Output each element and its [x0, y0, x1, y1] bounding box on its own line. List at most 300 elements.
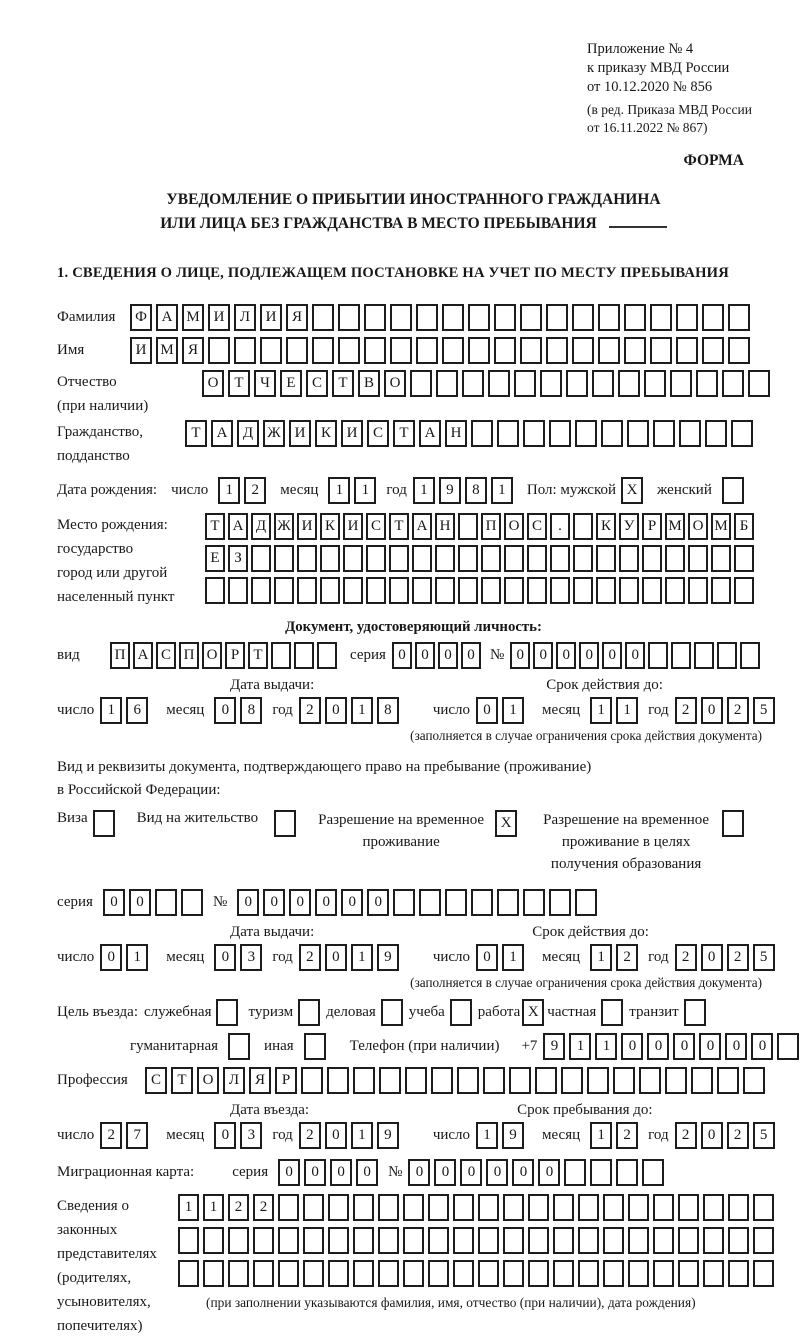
char-box[interactable]: 2: [616, 944, 638, 971]
char-box[interactable]: [393, 889, 415, 916]
permit-issue-year[interactable]: [299, 944, 403, 971]
edu-permit-checkbox[interactable]: [722, 810, 744, 837]
char-box[interactable]: [228, 1227, 249, 1254]
char-box[interactable]: [650, 337, 672, 364]
char-box[interactable]: [286, 337, 308, 364]
char-box[interactable]: 0: [129, 889, 151, 916]
char-box[interactable]: 0: [510, 642, 530, 669]
char-box[interactable]: Р: [642, 513, 662, 540]
char-box[interactable]: 0: [701, 697, 723, 724]
char-box[interactable]: 0: [263, 889, 285, 916]
char-box[interactable]: 3: [240, 1122, 262, 1149]
char-box[interactable]: [478, 1194, 499, 1221]
char-box[interactable]: [410, 370, 432, 397]
char-box[interactable]: 0: [647, 1033, 669, 1060]
char-box[interactable]: [550, 545, 570, 572]
char-box[interactable]: 1: [616, 697, 638, 724]
char-box[interactable]: З: [228, 545, 248, 572]
char-box[interactable]: [297, 577, 317, 604]
char-box[interactable]: 1: [351, 1122, 373, 1149]
birth-year-input[interactable]: [413, 477, 517, 504]
char-box[interactable]: [598, 304, 620, 331]
char-box[interactable]: 0: [438, 642, 458, 669]
char-box[interactable]: 2: [675, 944, 697, 971]
char-box[interactable]: М: [711, 513, 731, 540]
char-box[interactable]: [639, 1067, 661, 1094]
char-box[interactable]: 1: [203, 1194, 224, 1221]
char-box[interactable]: [743, 1067, 765, 1094]
char-box[interactable]: [203, 1227, 224, 1254]
char-box[interactable]: 1: [354, 477, 376, 504]
char-box[interactable]: [278, 1194, 299, 1221]
char-box[interactable]: О: [384, 370, 406, 397]
char-box[interactable]: 1: [218, 477, 240, 504]
char-box[interactable]: [650, 304, 672, 331]
char-box[interactable]: [312, 337, 334, 364]
char-box[interactable]: 0: [673, 1033, 695, 1060]
char-box[interactable]: [642, 545, 662, 572]
char-box[interactable]: 0: [701, 1122, 723, 1149]
char-box[interactable]: И: [208, 304, 230, 331]
char-box[interactable]: [338, 304, 360, 331]
char-box[interactable]: 0: [512, 1159, 534, 1186]
char-box[interactable]: 2: [727, 1122, 749, 1149]
char-box[interactable]: 0: [461, 642, 481, 669]
char-box[interactable]: 5: [753, 1122, 775, 1149]
purpose-official-checkbox[interactable]: [216, 999, 238, 1026]
char-box[interactable]: Т: [185, 420, 207, 447]
char-box[interactable]: [458, 577, 478, 604]
char-box[interactable]: [353, 1227, 374, 1254]
char-box[interactable]: 8: [240, 697, 262, 724]
char-box[interactable]: 7: [126, 1122, 148, 1149]
legal-reps-row1-input[interactable]: [178, 1194, 778, 1221]
char-box[interactable]: 2: [727, 697, 749, 724]
char-box[interactable]: [553, 1260, 574, 1287]
char-box[interactable]: [670, 370, 692, 397]
char-box[interactable]: 0: [341, 889, 363, 916]
char-box[interactable]: [561, 1067, 583, 1094]
char-box[interactable]: [428, 1194, 449, 1221]
char-box[interactable]: [573, 513, 593, 540]
char-box[interactable]: 0: [415, 642, 435, 669]
char-box[interactable]: 0: [325, 944, 347, 971]
doc-type-input[interactable]: [110, 642, 340, 669]
char-box[interactable]: [405, 1067, 427, 1094]
char-box[interactable]: Ж: [263, 420, 285, 447]
char-box[interactable]: 0: [434, 1159, 456, 1186]
char-box[interactable]: [353, 1067, 375, 1094]
char-box[interactable]: [471, 420, 493, 447]
char-box[interactable]: [678, 1194, 699, 1221]
permit-issue-day[interactable]: [100, 944, 152, 971]
char-box[interactable]: [624, 337, 646, 364]
char-box[interactable]: [497, 889, 519, 916]
char-box[interactable]: [575, 889, 597, 916]
char-box[interactable]: [301, 1067, 323, 1094]
char-box[interactable]: Н: [435, 513, 455, 540]
char-box[interactable]: 0: [701, 944, 723, 971]
char-box[interactable]: [573, 577, 593, 604]
char-box[interactable]: 9: [377, 944, 399, 971]
char-box[interactable]: [566, 370, 588, 397]
char-box[interactable]: [253, 1227, 274, 1254]
char-box[interactable]: [628, 1260, 649, 1287]
char-box[interactable]: М: [156, 337, 178, 364]
char-box[interactable]: [205, 577, 225, 604]
char-box[interactable]: 0: [476, 944, 498, 971]
char-box[interactable]: [294, 642, 314, 669]
char-box[interactable]: [494, 304, 516, 331]
char-box[interactable]: 0: [579, 642, 599, 669]
char-box[interactable]: 2: [727, 944, 749, 971]
char-box[interactable]: [753, 1227, 774, 1254]
char-box[interactable]: [253, 1260, 274, 1287]
char-box[interactable]: [260, 337, 282, 364]
char-box[interactable]: [178, 1260, 199, 1287]
char-box[interactable]: [691, 1067, 713, 1094]
char-box[interactable]: И: [130, 337, 152, 364]
char-box[interactable]: Р: [275, 1067, 297, 1094]
char-box[interactable]: [717, 1067, 739, 1094]
surname-input[interactable]: [130, 304, 754, 331]
char-box[interactable]: [603, 1260, 624, 1287]
char-box[interactable]: [320, 577, 340, 604]
char-box[interactable]: С: [156, 642, 176, 669]
char-box[interactable]: [550, 577, 570, 604]
char-box[interactable]: [317, 642, 337, 669]
char-box[interactable]: 1: [595, 1033, 617, 1060]
char-box[interactable]: [728, 337, 750, 364]
char-box[interactable]: [488, 370, 510, 397]
permit-number-input[interactable]: [237, 889, 601, 916]
char-box[interactable]: [546, 337, 568, 364]
char-box[interactable]: [457, 1067, 479, 1094]
char-box[interactable]: [678, 1260, 699, 1287]
char-box[interactable]: 0: [304, 1159, 326, 1186]
char-box[interactable]: К: [320, 513, 340, 540]
char-box[interactable]: 0: [533, 642, 553, 669]
char-box[interactable]: О: [202, 370, 224, 397]
char-box[interactable]: 1: [351, 697, 373, 724]
char-box[interactable]: [503, 1194, 524, 1221]
char-box[interactable]: [642, 1159, 664, 1186]
char-box[interactable]: П: [179, 642, 199, 669]
char-box[interactable]: [155, 889, 177, 916]
char-box[interactable]: [390, 337, 412, 364]
char-box[interactable]: А: [156, 304, 178, 331]
char-box[interactable]: 1: [100, 697, 122, 724]
char-box[interactable]: [535, 1067, 557, 1094]
char-box[interactable]: 2: [616, 1122, 638, 1149]
char-box[interactable]: 1: [590, 944, 612, 971]
char-box[interactable]: [676, 304, 698, 331]
char-box[interactable]: [412, 577, 432, 604]
char-box[interactable]: 0: [356, 1159, 378, 1186]
char-box[interactable]: 1: [351, 944, 373, 971]
char-box[interactable]: И: [343, 513, 363, 540]
permit-issue-month[interactable]: [214, 944, 266, 971]
char-box[interactable]: Т: [228, 370, 250, 397]
char-box[interactable]: [228, 1260, 249, 1287]
char-box[interactable]: [653, 1260, 674, 1287]
purpose-other-checkbox[interactable]: [304, 1033, 326, 1060]
char-box[interactable]: [366, 545, 386, 572]
residence-permit-checkbox[interactable]: [274, 810, 296, 837]
char-box[interactable]: [644, 370, 666, 397]
char-box[interactable]: [619, 577, 639, 604]
char-box[interactable]: [478, 1227, 499, 1254]
char-box[interactable]: [734, 545, 754, 572]
char-box[interactable]: [653, 1227, 674, 1254]
char-box[interactable]: [271, 642, 291, 669]
char-box[interactable]: 1: [328, 477, 350, 504]
char-box[interactable]: [628, 1194, 649, 1221]
char-box[interactable]: М: [182, 304, 204, 331]
char-box[interactable]: [575, 420, 597, 447]
char-box[interactable]: [390, 304, 412, 331]
doc-valid-month[interactable]: [590, 697, 642, 724]
char-box[interactable]: 6: [126, 697, 148, 724]
char-box[interactable]: 0: [476, 697, 498, 724]
doc-series-input[interactable]: [392, 642, 484, 669]
char-box[interactable]: 1: [590, 697, 612, 724]
char-box[interactable]: [403, 1260, 424, 1287]
char-box[interactable]: [728, 1260, 749, 1287]
char-box[interactable]: 1: [502, 944, 524, 971]
char-box[interactable]: 0: [325, 1122, 347, 1149]
char-box[interactable]: [590, 1159, 612, 1186]
char-box[interactable]: Ч: [254, 370, 276, 397]
char-box[interactable]: [619, 545, 639, 572]
char-box[interactable]: С: [527, 513, 547, 540]
char-box[interactable]: 2: [675, 697, 697, 724]
char-box[interactable]: [366, 577, 386, 604]
char-box[interactable]: [504, 577, 524, 604]
purpose-work-checkbox[interactable]: X: [522, 999, 544, 1026]
char-box[interactable]: [303, 1227, 324, 1254]
permit-valid-month[interactable]: [590, 944, 642, 971]
char-box[interactable]: О: [504, 513, 524, 540]
char-box[interactable]: 5: [753, 944, 775, 971]
char-box[interactable]: 1: [590, 1122, 612, 1149]
char-box[interactable]: [435, 577, 455, 604]
char-box[interactable]: [343, 545, 363, 572]
char-box[interactable]: Н: [445, 420, 467, 447]
char-box[interactable]: [497, 420, 519, 447]
char-box[interactable]: Д: [251, 513, 271, 540]
char-box[interactable]: [678, 1227, 699, 1254]
char-box[interactable]: 5: [753, 697, 775, 724]
char-box[interactable]: Т: [171, 1067, 193, 1094]
char-box[interactable]: А: [419, 420, 441, 447]
char-box[interactable]: [471, 889, 493, 916]
birthplace-row1-input[interactable]: [205, 513, 757, 540]
doc-valid-year[interactable]: [675, 697, 779, 724]
char-box[interactable]: [703, 1227, 724, 1254]
char-box[interactable]: [702, 304, 724, 331]
char-box[interactable]: [578, 1227, 599, 1254]
char-box[interactable]: [453, 1227, 474, 1254]
char-box[interactable]: [419, 889, 441, 916]
char-box[interactable]: В: [358, 370, 380, 397]
char-box[interactable]: Д: [237, 420, 259, 447]
char-box[interactable]: О: [688, 513, 708, 540]
char-box[interactable]: П: [110, 642, 130, 669]
char-box[interactable]: [722, 370, 744, 397]
char-box[interactable]: П: [481, 513, 501, 540]
char-box[interactable]: 1: [178, 1194, 199, 1221]
char-box[interactable]: [564, 1159, 586, 1186]
char-box[interactable]: [628, 1227, 649, 1254]
char-box[interactable]: 0: [751, 1033, 773, 1060]
char-box[interactable]: 0: [699, 1033, 721, 1060]
char-box[interactable]: 0: [103, 889, 125, 916]
char-box[interactable]: [428, 1260, 449, 1287]
char-box[interactable]: [478, 1260, 499, 1287]
char-box[interactable]: [601, 420, 623, 447]
char-box[interactable]: [436, 370, 458, 397]
char-box[interactable]: И: [289, 420, 311, 447]
char-box[interactable]: [203, 1260, 224, 1287]
char-box[interactable]: Т: [205, 513, 225, 540]
char-box[interactable]: Т: [393, 420, 415, 447]
char-box[interactable]: [703, 1194, 724, 1221]
char-box[interactable]: [274, 577, 294, 604]
char-box[interactable]: [587, 1067, 609, 1094]
char-box[interactable]: Р: [225, 642, 245, 669]
char-box[interactable]: [278, 1227, 299, 1254]
purpose-business-checkbox[interactable]: [381, 999, 403, 1026]
char-box[interactable]: 0: [625, 642, 645, 669]
char-box[interactable]: [694, 642, 714, 669]
char-box[interactable]: [553, 1227, 574, 1254]
char-box[interactable]: 8: [377, 697, 399, 724]
char-box[interactable]: [520, 304, 542, 331]
char-box[interactable]: .: [550, 513, 570, 540]
char-box[interactable]: [572, 337, 594, 364]
char-box[interactable]: [753, 1260, 774, 1287]
char-box[interactable]: [208, 337, 230, 364]
char-box[interactable]: [740, 642, 760, 669]
char-box[interactable]: О: [197, 1067, 219, 1094]
char-box[interactable]: [338, 337, 360, 364]
char-box[interactable]: [731, 420, 753, 447]
birthplace-row3-input[interactable]: [205, 577, 757, 604]
char-box[interactable]: [705, 420, 727, 447]
char-box[interactable]: [445, 889, 467, 916]
purpose-humanitarian-checkbox[interactable]: [228, 1033, 250, 1060]
migration-series-input[interactable]: [278, 1159, 382, 1186]
char-box[interactable]: 9: [377, 1122, 399, 1149]
char-box[interactable]: [442, 304, 464, 331]
char-box[interactable]: [653, 420, 675, 447]
birthplace-row2-input[interactable]: [205, 545, 757, 572]
entry-day[interactable]: [100, 1122, 152, 1149]
char-box[interactable]: [468, 337, 490, 364]
char-box[interactable]: [403, 1194, 424, 1221]
char-box[interactable]: 1: [476, 1122, 498, 1149]
birth-month-input[interactable]: [328, 477, 380, 504]
char-box[interactable]: Е: [280, 370, 302, 397]
char-box[interactable]: [431, 1067, 453, 1094]
char-box[interactable]: [578, 1194, 599, 1221]
char-box[interactable]: [509, 1067, 531, 1094]
char-box[interactable]: [618, 370, 640, 397]
char-box[interactable]: 1: [491, 477, 513, 504]
char-box[interactable]: Л: [223, 1067, 245, 1094]
char-box[interactable]: 0: [237, 889, 259, 916]
sex-male-checkbox[interactable]: X: [621, 477, 643, 504]
char-box[interactable]: [596, 577, 616, 604]
visa-checkbox[interactable]: [93, 810, 115, 837]
char-box[interactable]: [428, 1227, 449, 1254]
char-box[interactable]: [734, 577, 754, 604]
purpose-transit-checkbox[interactable]: [684, 999, 706, 1026]
char-box[interactable]: [572, 304, 594, 331]
char-box[interactable]: Я: [249, 1067, 271, 1094]
char-box[interactable]: [527, 577, 547, 604]
char-box[interactable]: [483, 1067, 505, 1094]
char-box[interactable]: [453, 1194, 474, 1221]
stay-year[interactable]: [675, 1122, 779, 1149]
purpose-study-checkbox[interactable]: [450, 999, 472, 1026]
char-box[interactable]: [378, 1260, 399, 1287]
char-box[interactable]: [613, 1067, 635, 1094]
char-box[interactable]: [494, 337, 516, 364]
char-box[interactable]: 0: [367, 889, 389, 916]
char-box[interactable]: [297, 545, 317, 572]
char-box[interactable]: [616, 1159, 638, 1186]
char-box[interactable]: А: [211, 420, 233, 447]
char-box[interactable]: [412, 545, 432, 572]
doc-number-input[interactable]: [510, 642, 763, 669]
char-box[interactable]: 0: [602, 642, 622, 669]
givenname-input[interactable]: [130, 337, 754, 364]
char-box[interactable]: 8: [465, 477, 487, 504]
char-box[interactable]: [676, 337, 698, 364]
char-box[interactable]: 0: [392, 642, 412, 669]
char-box[interactable]: Б: [734, 513, 754, 540]
char-box[interactable]: [328, 1194, 349, 1221]
char-box[interactable]: [364, 337, 386, 364]
char-box[interactable]: 9: [543, 1033, 565, 1060]
birth-day-input[interactable]: [218, 477, 270, 504]
char-box[interactable]: Л: [234, 304, 256, 331]
permit-valid-year[interactable]: [675, 944, 779, 971]
char-box[interactable]: 1: [413, 477, 435, 504]
char-box[interactable]: [665, 545, 685, 572]
char-box[interactable]: [671, 642, 691, 669]
char-box[interactable]: О: [202, 642, 222, 669]
char-box[interactable]: [503, 1260, 524, 1287]
char-box[interactable]: 2: [253, 1194, 274, 1221]
char-box[interactable]: [378, 1227, 399, 1254]
purpose-private-checkbox[interactable]: [601, 999, 623, 1026]
char-box[interactable]: [453, 1260, 474, 1287]
char-box[interactable]: [653, 1194, 674, 1221]
char-box[interactable]: 0: [460, 1159, 482, 1186]
char-box[interactable]: И: [260, 304, 282, 331]
char-box[interactable]: Я: [286, 304, 308, 331]
char-box[interactable]: [549, 420, 571, 447]
char-box[interactable]: [481, 545, 501, 572]
char-box[interactable]: 2: [299, 1122, 321, 1149]
permit-valid-day[interactable]: [476, 944, 528, 971]
char-box[interactable]: [520, 337, 542, 364]
temp-permit-checkbox[interactable]: X: [495, 810, 517, 837]
char-box[interactable]: [777, 1033, 799, 1060]
